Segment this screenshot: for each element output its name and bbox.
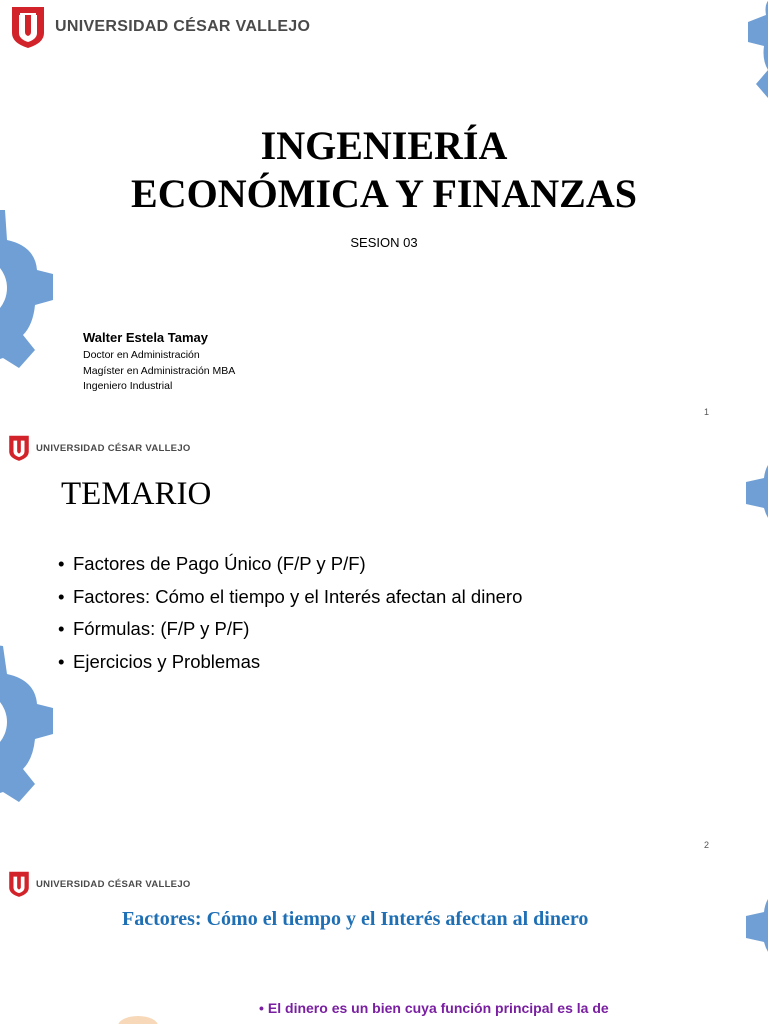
bullet-icon: • xyxy=(58,553,65,574)
author-degree: Doctor en Administración xyxy=(83,349,200,361)
slide-3 xyxy=(0,866,768,1024)
university-name: UNIVERSIDAD CÉSAR VALLEJO xyxy=(55,18,311,35)
topic-list xyxy=(58,548,522,678)
session-label: SESION 03 xyxy=(350,235,418,250)
university-name: UNIVERSIDAD CÉSAR VALLEJO xyxy=(36,442,191,454)
shield-icon xyxy=(8,434,30,462)
course-title-line-2: ECONÓMICA Y FINANZAS xyxy=(131,171,637,216)
slide-heading: TEMARIO xyxy=(61,476,212,512)
gear-decoration-icon xyxy=(738,0,768,120)
course-title-line-1: INGENIERÍA xyxy=(260,123,508,168)
gear-decoration-icon xyxy=(738,432,768,552)
decorative-image xyxy=(118,1016,158,1024)
university-logo xyxy=(10,5,310,49)
slide-heading: Factores: Cómo el tiempo y el Interés afectan al dinero xyxy=(122,908,589,930)
university-name: UNIVERSIDAD CÉSAR VALLEJO xyxy=(36,878,191,890)
bullet-icon: • xyxy=(259,1000,264,1016)
university-logo xyxy=(8,434,191,462)
slide-1 xyxy=(0,0,768,432)
gear-decoration-icon xyxy=(738,866,768,986)
bullet-icon: • xyxy=(58,618,65,639)
course-title xyxy=(0,122,768,218)
gear-decoration-icon xyxy=(0,642,55,866)
shield-icon xyxy=(10,5,46,49)
list-item: • Ejercicios y Problemas xyxy=(58,646,522,679)
bullet-icon: • xyxy=(58,650,65,672)
author-degree: Magíster en Administración MBA xyxy=(83,364,236,377)
page-number: 1 xyxy=(703,407,709,417)
slide-2 xyxy=(0,432,768,866)
author-degree: Ingeniero Industrial xyxy=(83,380,173,392)
page-number: 2 xyxy=(703,840,709,850)
bullet-icon: • xyxy=(58,585,65,607)
author-block xyxy=(83,330,235,395)
author-name: Walter Estela Tamay xyxy=(83,330,208,345)
list-item: • Factores de Pago Único (F/P y P/F) xyxy=(58,548,522,581)
list-item: • Fórmulas: (F/P y P/F) xyxy=(58,613,522,646)
shield-icon xyxy=(8,870,30,898)
list-item: • Factores: Cómo el tiempo y el Interés afectan al dinero xyxy=(58,581,522,614)
university-logo xyxy=(8,870,191,898)
list-item: • El dinero es un bien cuya función principal es la de xyxy=(259,1000,609,1016)
